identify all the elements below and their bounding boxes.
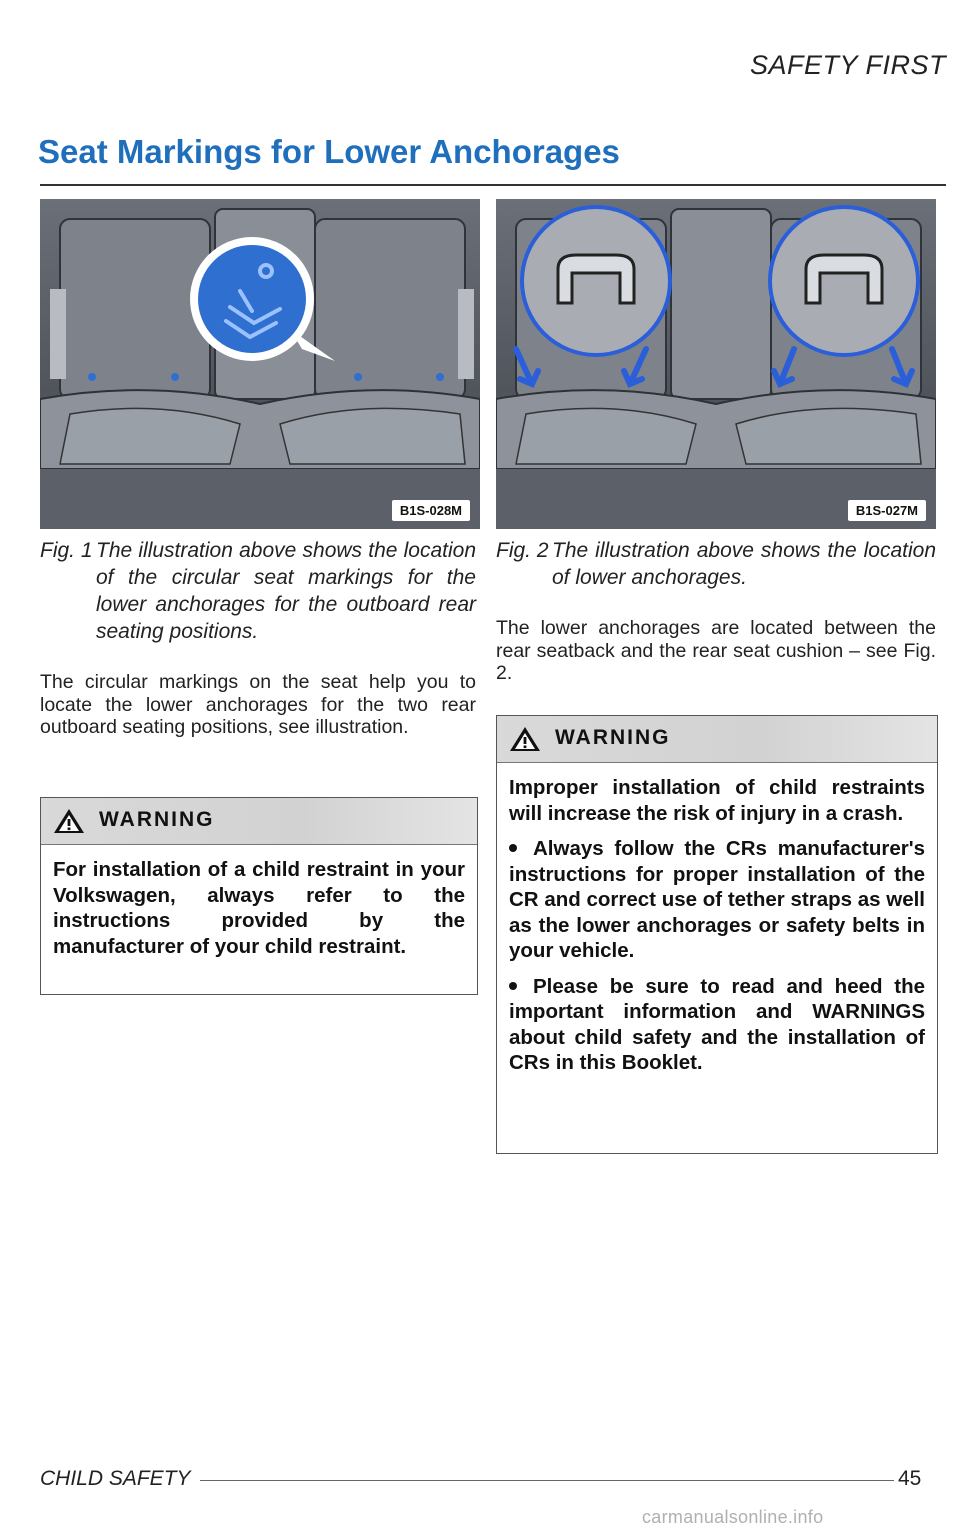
seat-marking-dot: [436, 373, 444, 381]
seat-marking-dot: [171, 373, 179, 381]
figure-id: B1S-028M: [392, 500, 470, 521]
figure-number: Fig. 2: [496, 539, 549, 562]
warning-header: [497, 716, 937, 763]
bullet-icon: [509, 982, 517, 990]
seat-marking-dot: [88, 373, 96, 381]
caption-text: The illustration above shows the location of lower anchorages.: [552, 539, 936, 589]
watermark: carmanualsonline.info: [642, 1507, 824, 1527]
warning-triangle-icon: [53, 808, 85, 834]
rear-seat-anchorages-illustration: [496, 199, 936, 529]
bullet-text: Please be sure to read and heed the important information and WARNINGS about child safety and the installation of CRs in this Booklet.: [509, 974, 925, 1074]
left-paragraph: The circular markings on the seat help you to locate the lower anchorages for the two rear outboard seating positions, see illustration.: [40, 671, 476, 738]
page-title: Seat Markings for Lower Anchorages: [38, 133, 620, 170]
warning-text: For installation of a child restraint in your Volkswagen, always refer to the instructions provided by the manufacturer of your child restraint.: [53, 858, 465, 958]
seat-marking-dot: [354, 373, 362, 381]
page-number: 45: [898, 1467, 922, 1490]
figure-number: Fig. 1: [40, 539, 93, 562]
right-paragraph: The lower anchorages are located between the rear seatback and the rear seat cushion – see Fig. 2.: [496, 617, 936, 684]
footer-rule: [200, 1480, 894, 1481]
warning-header: [41, 798, 477, 845]
warning-intro: Improper installation of child restraints will increase the risk of injury in a crash.: [509, 776, 925, 825]
title-rule: [40, 184, 946, 186]
section-label: SAFETY FIRST: [749, 50, 946, 80]
rear-seat-illustration: [40, 199, 480, 529]
caption-text: The illustration above shows the location of the circular seat markings for the lower anchorages for the outboard rear seating positions.: [96, 539, 476, 643]
figure-id: B1S-027M: [848, 500, 926, 521]
warning-bullet-2: [509, 974, 925, 1076]
warning-box-2: [496, 715, 938, 1154]
bullet-text: Always follow the CRs manufacturer's instructions for proper installation of the CR and correct use of tether straps as well as the lower anchorages or safety belts in your vehicle.: [509, 837, 925, 962]
footer-section-label: CHILD SAFETY: [40, 1467, 191, 1490]
bullet-icon: [509, 844, 517, 852]
figure-1-seat-markings: [40, 199, 480, 529]
anchorage-magnifier-right: [770, 207, 918, 355]
warning-label: WARNING: [99, 808, 215, 831]
figure-2-lower-anchorages: [496, 199, 936, 529]
warning-triangle-icon: [509, 726, 541, 752]
warning-label: WARNING: [555, 726, 671, 749]
anchorage-magnifier-left: [522, 207, 670, 355]
warning-bullet-1: [509, 836, 925, 964]
warning-box-1: [40, 797, 478, 995]
